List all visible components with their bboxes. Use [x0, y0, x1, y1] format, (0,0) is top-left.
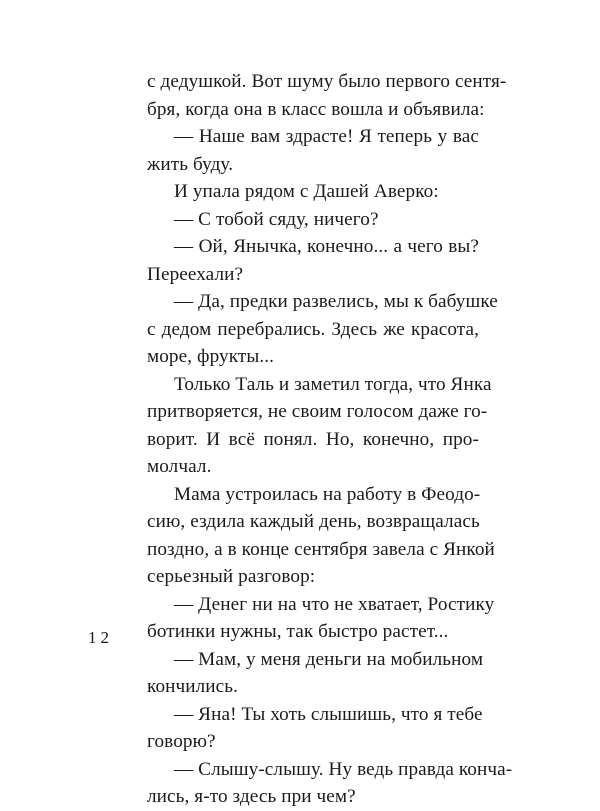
- text-line: Переехали?: [147, 263, 244, 285]
- text-line: молчал.: [147, 456, 212, 477]
- page-number: 12: [88, 628, 113, 647]
- text-line: с дедом перебрались. Здесь же красота,: [147, 318, 479, 340]
- text-line: жить буду.: [147, 153, 234, 175]
- text-line: поздно, а в конце сентября завела с Янкой: [147, 538, 495, 560]
- text-line: ворит. И всё понял. Но, конечно, про-: [147, 428, 479, 450]
- text-line: притворяется, не своим голосом даже го-: [147, 401, 488, 422]
- text-line: Мама устроилась на работу в Феодо-: [174, 483, 481, 505]
- text-line: — Яна! Ты хоть слышишь, что я тебе: [174, 703, 483, 725]
- text-line: И упала рядом с Дашей Аверко:: [174, 181, 439, 202]
- text-line: — Мам, у меня деньги на мобильном: [174, 648, 484, 670]
- text-line: бря, когда она в класс вошла и объявила:: [147, 98, 485, 120]
- text-line: говорю?: [147, 731, 216, 752]
- text-line: с дедушкой. Вот шуму было первого сентя-: [147, 71, 507, 92]
- text-line: — Ой, Янычка, конечно... а чего вы?: [174, 236, 479, 257]
- text-line: ботинки нужны, так быстро растет...: [147, 621, 449, 642]
- text-line: сию, ездила каждый день, возвращалась: [147, 511, 480, 532]
- text-line: — Да, предки развелись, мы к бабушке: [174, 291, 498, 312]
- text-line: Только Таль и заметил тогда, что Янка: [174, 373, 492, 395]
- text-line: лись, я-то здесь при чем?: [147, 786, 356, 807]
- text-line: — Денег ни на что не хватает, Ростику: [174, 593, 495, 615]
- text-line: серьезный разговор:: [147, 566, 316, 587]
- text-line: — Наше вам здрасте! Я теперь у вас: [174, 126, 479, 147]
- body-text: [147, 68, 513, 811]
- text-line: море, фрукты...: [147, 346, 275, 367]
- text-line: — С тобой сяду, ничего?: [174, 208, 379, 230]
- text-line: кончились.: [147, 676, 239, 697]
- text-line: — Слышу-слышу. Ну ведь правда конча-: [174, 758, 513, 780]
